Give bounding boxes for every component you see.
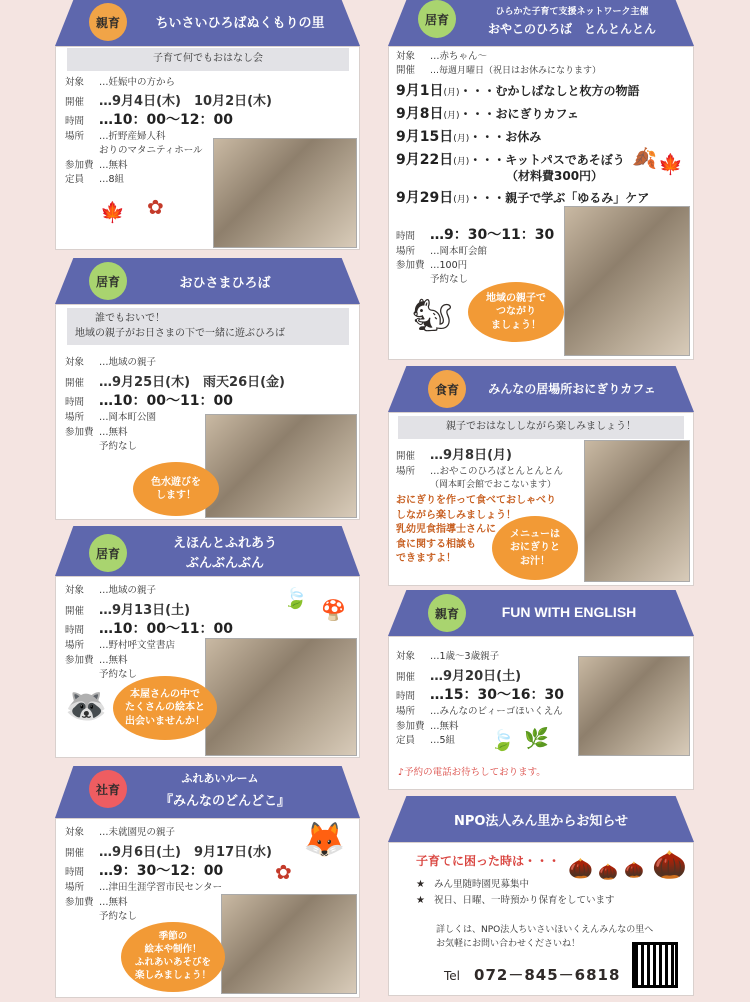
value: …津田生涯学習市民センター [99, 882, 223, 893]
event-title: （材料費300円） [506, 169, 604, 183]
row-place [65, 879, 222, 893]
value: 予約なし [99, 669, 138, 680]
event-date: 9月22日 [396, 152, 454, 168]
value: …地域の親子 [99, 585, 157, 596]
value: …地域の親子 [99, 357, 157, 368]
speech-bubble: 季節の 絵本や制作！ ふれあいあそびを 楽しみましょう！ [121, 922, 225, 992]
label: 場所 [65, 640, 85, 651]
row-place2 [65, 142, 203, 156]
row-date [65, 599, 190, 618]
row-capacity [65, 171, 124, 185]
badge: 親育 [428, 594, 466, 632]
label: 開催 [65, 97, 85, 108]
event-row [396, 103, 579, 123]
star-icon: ★ [416, 879, 425, 890]
event-weekday: (月) [443, 88, 460, 98]
value: …1歳～3歳親子 [430, 651, 500, 662]
row-time [65, 860, 223, 880]
row-date [396, 444, 512, 463]
event-weekday: (月) [443, 111, 460, 121]
label: 時間 [396, 231, 416, 242]
label: 時間 [65, 397, 85, 408]
row-capacity [396, 732, 455, 746]
row-target [65, 354, 156, 368]
value: …無料 [99, 655, 128, 666]
value: …無料 [99, 427, 128, 438]
notice-heading: 子育てに困った時は・・・ [416, 854, 561, 868]
berry-branch-icon: ✿ [275, 860, 292, 884]
value: …みんなのビィーゴほいくえん [430, 706, 563, 717]
label: 開催 [65, 848, 85, 859]
sprout-icon: 🌿 [524, 726, 549, 750]
label: 場所 [65, 412, 85, 423]
row-date [65, 841, 272, 860]
speech-bubble: 地域の親子で つながり ましょう！ [468, 282, 564, 342]
label: 対象 [65, 827, 85, 838]
row-fee [396, 257, 467, 271]
row-place [396, 703, 563, 717]
row-schedule [396, 62, 601, 76]
row-place2 [396, 477, 556, 490]
card-tontonton [388, 0, 694, 360]
event-date: 9月29日 [396, 190, 454, 206]
label: 開催 [396, 65, 416, 76]
label: 参加費 [396, 260, 425, 271]
value: 予約なし [99, 911, 138, 922]
label: 開催 [65, 606, 85, 617]
value: …無料 [99, 897, 128, 908]
card-title: FUN WITH ENGLISH [501, 604, 637, 620]
card-title-line-2: 『みんなのどんどこ』 [159, 794, 290, 809]
event-row [396, 187, 649, 207]
label: 対象 [65, 585, 85, 596]
value: …10：00～11：00 [99, 621, 233, 637]
card-npo-notice [388, 796, 694, 996]
label: 場所 [65, 882, 85, 893]
value: …未就園児の親子 [99, 827, 176, 838]
label: 定員 [65, 174, 85, 185]
label: 対象 [396, 651, 416, 662]
subtitle-line-2: 地域の親子がお日さまの下で一緒に遊ぶひろば [75, 327, 285, 339]
row-target [65, 582, 156, 596]
row-time [396, 224, 554, 244]
value: …15：30～16：30 [430, 687, 564, 703]
value: …9月4日(木) 10月2日(木) [99, 94, 272, 109]
label: 参加費 [65, 655, 94, 666]
event-title: ・・・親子で学ぶ「ゆるみ」ケア [469, 191, 650, 205]
row-fee [65, 424, 128, 438]
card-dondoko [55, 766, 360, 998]
ginkgo-leaf-icon: 🍂 [632, 146, 657, 170]
row-date [396, 665, 521, 684]
value: …8組 [99, 174, 125, 185]
event-title: ・・・おにぎりカフェ [459, 107, 579, 121]
row-target [396, 648, 499, 662]
tel-number[interactable]: 072－845－6818 [474, 966, 621, 984]
row-time [65, 390, 233, 410]
card-title-line-1: えほんとふれあう [172, 536, 277, 551]
row-place [65, 128, 166, 142]
label: 対象 [65, 357, 85, 368]
chestnut-icon: 🌰 [624, 860, 644, 879]
value: …9月20日(土) [430, 669, 522, 684]
card-english [388, 590, 694, 790]
notice-item [416, 892, 615, 906]
autumn-leaf-icon: 🍁 [100, 200, 125, 224]
description-text: おにぎりを作って食べておしゃべり しながら楽しみましょう！ 乳幼児食指導士さんに 食に関する相談も できますよ！ [396, 495, 556, 564]
event-date: 9月1日 [396, 83, 444, 99]
label: 参加費 [65, 897, 94, 908]
row-date [65, 371, 285, 390]
value: …毎週月曜日（祝日はお休みになります） [430, 66, 602, 76]
value: …10：00～12：00 [99, 112, 233, 128]
chestnut-icon: 🌰 [568, 856, 593, 880]
notice-item-text: みん里随時園児募集中 [434, 879, 530, 890]
photo-playroom [221, 894, 357, 994]
label: 場所 [396, 706, 416, 717]
row-target [65, 74, 175, 88]
photo-park-play [205, 414, 357, 518]
label: 対象 [65, 77, 85, 88]
badge: 社育 [89, 770, 127, 808]
speech-bubble: メニューは おにぎりと お汁！ [492, 516, 578, 580]
card-title: みんなの居場所おにぎりカフェ [488, 382, 656, 396]
label: 時間 [65, 116, 85, 127]
label: 参加費 [65, 160, 94, 171]
label: 開催 [396, 451, 416, 462]
value: …岡本町会館 [430, 246, 488, 257]
value: 予約なし [99, 441, 138, 452]
label: 定員 [396, 735, 416, 746]
row-fee [396, 718, 459, 732]
value: おりのマタニティホール [99, 145, 203, 156]
row-place [396, 463, 563, 477]
label: 対象 [396, 51, 416, 62]
label: 開催 [65, 378, 85, 389]
row-reservation [65, 438, 137, 452]
subtitle-box: 子育て何でもおはなし会 [67, 48, 349, 71]
squirrel-mascot-icon: 🐿 [412, 296, 453, 334]
value: …9月8日(月) [430, 448, 512, 463]
value: 予約なし [430, 274, 469, 285]
value: …妊娠中の方から [99, 77, 176, 88]
card-title-small: ひらかた子育て支援ネットワーク主催 [495, 7, 649, 17]
badge: 食育 [428, 370, 466, 408]
label: 場所 [65, 131, 85, 142]
telephone[interactable] [444, 964, 620, 985]
card-title: おひさまひろば [179, 276, 271, 291]
star-icon: ★ [416, 895, 425, 906]
row-time [65, 618, 233, 638]
value: …10：00～11：00 [99, 393, 233, 409]
row-date [65, 90, 272, 109]
event-title: ・・・むかしばなしと枚方の物語 [459, 84, 640, 98]
photo-child-cooking [584, 440, 690, 582]
value: …9月6日(土) 9月17日(水) [99, 845, 272, 860]
card-title: ちいさいひろばぬくもりの里 [155, 16, 325, 31]
value: …無料 [430, 721, 459, 732]
event-date: 9月15日 [396, 129, 454, 145]
subtitle-line-1: 誰でもおいで！ [95, 313, 165, 324]
label: 時間 [396, 691, 416, 702]
speech-bubble: 本屋さんの中で たくさんの絵本と 出会いませんか！ [113, 676, 217, 740]
event-date: 9月8日 [396, 106, 444, 122]
value: …赤ちゃん～ [430, 51, 488, 62]
row-time [65, 109, 233, 129]
leaf-icon: 🍃 [283, 586, 308, 610]
event-row [396, 80, 640, 100]
qr-code-icon[interactable] [632, 942, 678, 988]
chestnut-icon: 🌰 [652, 848, 687, 881]
event-note [506, 167, 603, 184]
fox-mascot-icon: 🦊 [303, 820, 346, 860]
mushroom-icon: 🍄 [321, 598, 346, 622]
label: 参加費 [396, 721, 425, 732]
raccoon-mascot-icon: 🦝 [65, 686, 108, 726]
label: 場所 [396, 246, 416, 257]
event-weekday: (月) [453, 195, 470, 205]
tel-label: Tel [444, 969, 461, 983]
notice-item-text: 祝日、日曜、一時預かり保育をしています [434, 895, 615, 906]
label: 場所 [396, 466, 416, 477]
value: …岡本町公園 [99, 412, 157, 423]
card-title-line-2: ぶんぶんぶん [185, 556, 264, 571]
badge: 居育 [89, 534, 127, 572]
badge: 親育 [89, 3, 127, 41]
value: …野村呼文堂書店 [99, 640, 176, 651]
value: …無料 [99, 160, 128, 171]
value: …9：30～12：00 [99, 863, 224, 879]
row-reservation [65, 666, 137, 680]
event-row [396, 126, 541, 146]
info-line-1: 詳しくは、NPO法人ちいさいほいくえんみんなの里へ [436, 925, 654, 935]
photo-english-class [578, 656, 690, 756]
row-place [65, 409, 156, 423]
row-place [65, 637, 175, 651]
reservation-note: ♪予約の電話お待ちしております。 [398, 767, 546, 778]
row-fee [65, 894, 128, 908]
event-weekday: (月) [453, 134, 470, 144]
card-ohisama [55, 258, 360, 520]
badge: 居育 [418, 0, 456, 38]
speech-bubble: 色水遊びを します！ [133, 462, 219, 516]
value: …9月13日(土) [99, 603, 191, 618]
row-fee [65, 157, 128, 171]
value: …折野産婦人科 [99, 131, 166, 142]
photo-mothers-circle [213, 138, 357, 248]
leaf-icon: 🍃 [490, 728, 515, 752]
value: （岡本町会館でおこないます） [430, 480, 557, 490]
subtitle-box: 親子でおはなししながら楽しみましょう！ [398, 416, 684, 439]
row-fee [65, 652, 128, 666]
notice-item [416, 876, 529, 890]
photo-bookstore [205, 638, 357, 756]
row-target [65, 824, 175, 838]
card-ehon [55, 526, 360, 758]
event-title: ・・・キットパスであそぼう [469, 153, 625, 167]
row-reservation [396, 271, 468, 285]
value: …100円 [430, 260, 468, 271]
event-row [396, 149, 625, 169]
berry-branch-icon: ✿ [147, 195, 164, 219]
event-weekday: (月) [453, 157, 470, 167]
label: 開催 [396, 672, 416, 683]
event-title: ・・・お休み [469, 130, 542, 144]
label: 時間 [65, 625, 85, 636]
row-place [396, 243, 487, 257]
chestnut-icon: 🌰 [598, 862, 618, 881]
card-title-line-1: ふれあいルーム [181, 772, 259, 785]
card-title: NPO法人みん里からお知らせ [453, 814, 629, 829]
badge: 居育 [89, 262, 127, 300]
photo-craft-table [564, 206, 690, 356]
subtitle-box [67, 308, 349, 345]
value: …おやこのひろばとんとんとん [430, 466, 564, 477]
card-nukumori [55, 0, 360, 250]
card-title: おやこのひろば とんとんとん [487, 22, 656, 36]
label: 参加費 [65, 427, 94, 438]
value: …5組 [430, 735, 456, 746]
value: …9：30～11：30 [430, 227, 555, 243]
info-line-2: お気軽にお問い合わせくださいね！ [436, 939, 581, 949]
row-target [396, 48, 487, 62]
autumn-leaf-icon: 🍁 [658, 152, 683, 176]
row-time [396, 684, 564, 704]
row-reservation [65, 908, 137, 922]
card-onigiri-cafe [388, 366, 694, 586]
value: …9月25日(木) 雨天26日(金) [99, 375, 285, 390]
label: 時間 [65, 867, 85, 878]
